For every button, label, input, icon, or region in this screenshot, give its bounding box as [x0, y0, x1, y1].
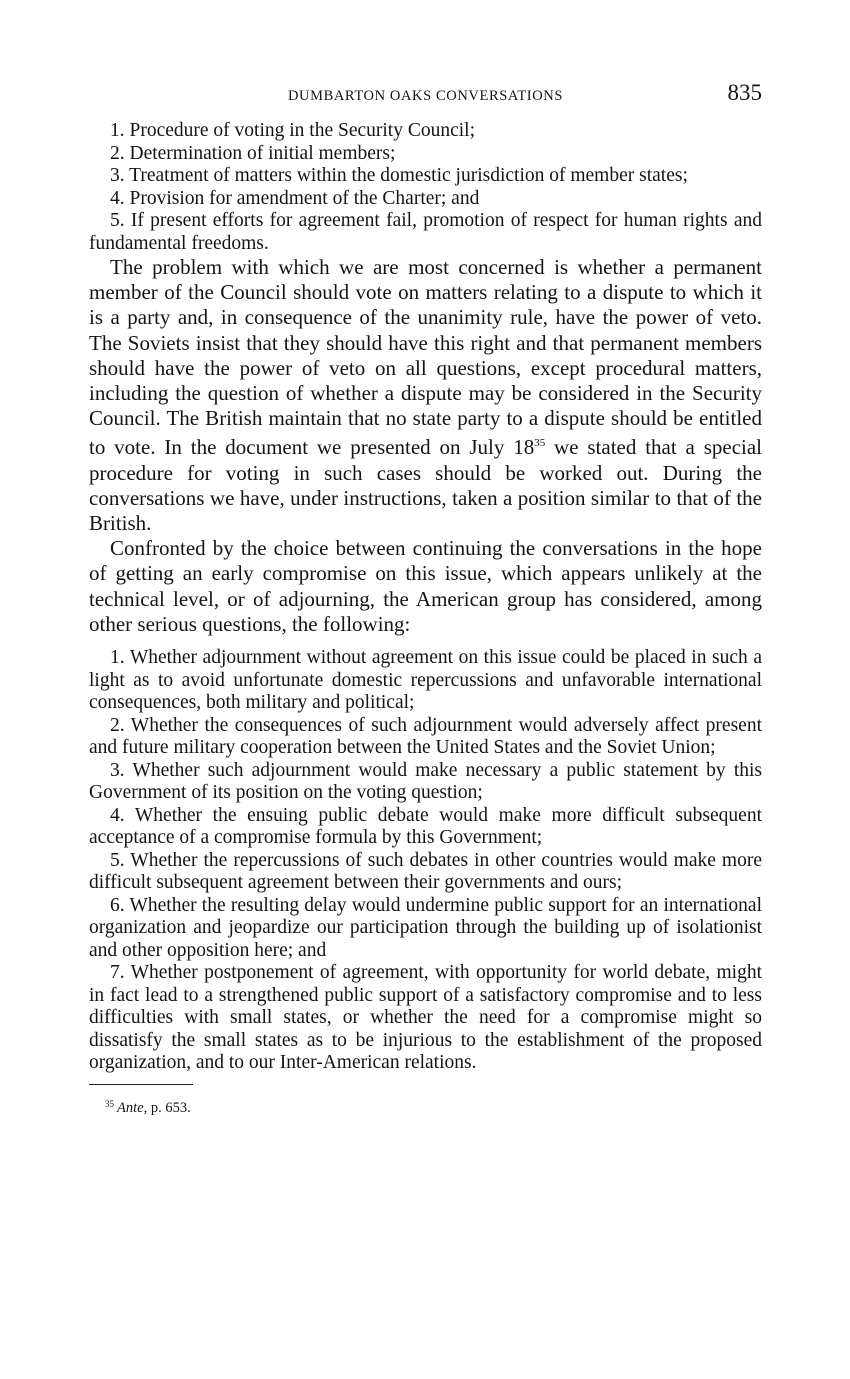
- list-item: 4. Provision for amendment of the Charter; and: [110, 187, 480, 209]
- list-item: 4. Whether the ensuing public debate would make more difficult subsequent acceptance of a compromise formula by this Government;: [89, 804, 762, 849]
- footnote-text: p. 653.: [147, 1099, 191, 1116]
- list-item: 3. Treatment of matters within the domestic jurisdiction of member states;: [110, 165, 688, 186]
- page-number: 835: [727, 80, 762, 105]
- footnote-reference: 35: [534, 437, 546, 450]
- list-item: 5. If present efforts for agreement fail, promotion of respect for human rights and fundamental freedoms.: [89, 210, 762, 254]
- footnote-divider: [89, 1084, 193, 1085]
- list-item: 3. Whether such adjournment would make necessary a public statement by this Government of its position on the voting question;: [89, 759, 762, 804]
- footnote-marker: 35: [105, 1098, 114, 1109]
- page-header: [89, 78, 762, 112]
- list-item: 1. Procedure of voting in the Security Council;: [110, 120, 476, 141]
- list-item: 6. Whether the resulting delay would undermine public support for an international organization and jeopardize our participation through the building up of isolationist and other opposition here; and: [89, 894, 762, 961]
- paragraph-text: The problem with which we are most concerned is whether a permanent member of the Council should vote on matters relating to a dispute to which it is a party and, in consequence of the unanimity rule, have the power of veto. The Soviets insist that they should have this right and that permanent members should have the power of veto on all questions, except procedural matters, including the question of whether a dispute may be considered in the Security Council. The British maintain that no state party to a dispute should be entitled to vote. In the document we presented on July 18: [89, 255, 762, 460]
- topics-list: [89, 120, 762, 255]
- body-text: [89, 255, 762, 637]
- paragraph-text: we stated that a special procedure for voting in such cases should be worked out. During the conversations we have, under instructions, taken a position similar to that of the British.: [89, 435, 762, 536]
- list-item: 2. Whether the consequences of such adjournment would adversely affect present and future military cooperation between the United States and the Soviet Union;: [89, 714, 762, 759]
- list-item: 2. Determination of initial members;: [110, 142, 396, 164]
- questions-list: [89, 647, 762, 1075]
- document-page: [89, 78, 762, 1117]
- footnote: [105, 1099, 762, 1117]
- paragraph: Confronted by the choice between continuing the conversations in the hope of getting an early compromise on this issue, which appears unlikely at the technical level, or of adjourning, the American group has considered, among other serious questions, the following:: [89, 536, 762, 636]
- list-item: 1. Whether adjournment without agreement on this issue could be placed in such a light as to avoid unfortunate domestic repercussions and unfavorable international consequences, both military and political;: [89, 647, 762, 714]
- paragraph: [89, 255, 762, 536]
- running-title: DUMBARTON OAKS CONVERSATIONS: [287, 88, 564, 104]
- footnote-citation: Ante,: [117, 1099, 148, 1116]
- list-item: 5. Whether the repercussions of such debates in other countries would make more difficult subsequent agreement between their governments and ours;: [89, 849, 762, 894]
- list-item: 7. Whether postponement of agreement, with opportunity for world debate, might in fact lead to a strengthened public support of a satisfactory compromise and to less difficulties with small states, or whether the need for a compromise might so dissatisfy the small states as to be injurious to the establishment of the proposed organization, and to our Inter-American relations.: [89, 962, 762, 1074]
